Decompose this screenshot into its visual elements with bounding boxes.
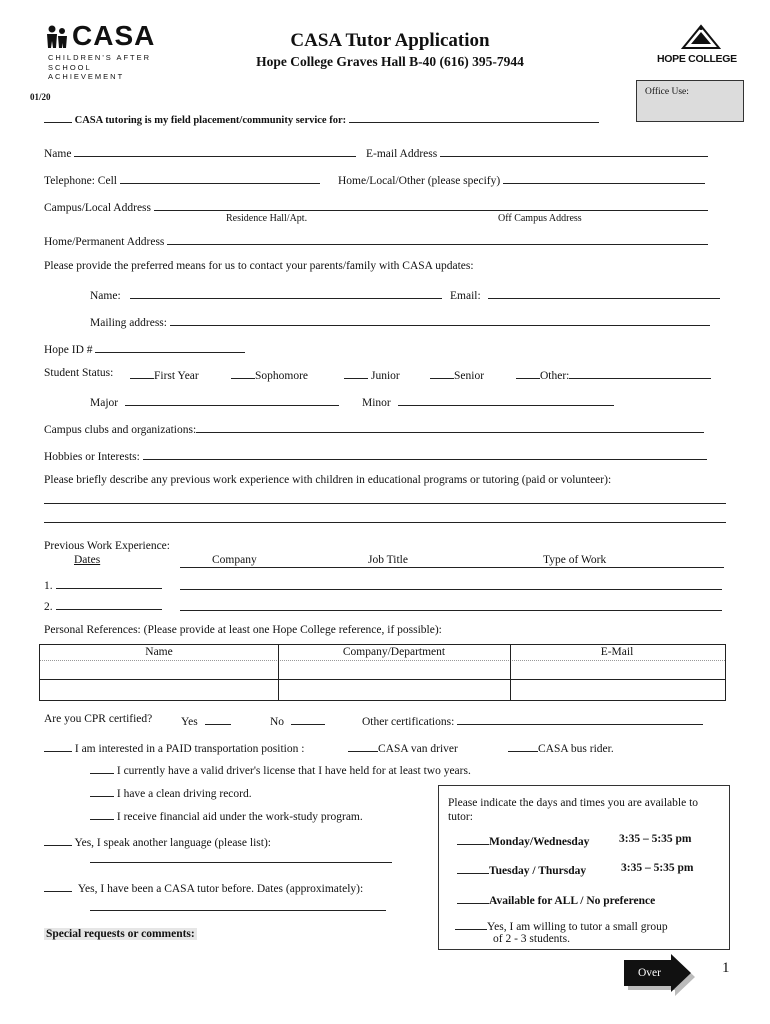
experience-input-line2[interactable] (44, 522, 726, 523)
parent-name-input[interactable] (130, 287, 442, 299)
work-row-1 (44, 577, 162, 592)
ref-col-name: Name (145, 646, 173, 658)
hope-college-logo (655, 22, 747, 67)
cell-label: Telephone: Cell (44, 175, 117, 187)
sophomore-label: Sophomore (255, 370, 309, 382)
other-certs-label: Other certifications: (362, 716, 455, 728)
status-sophomore[interactable] (231, 367, 308, 382)
col-company: Company (212, 554, 257, 566)
work-row-2-num: 2. (44, 601, 53, 613)
availability-box (438, 785, 730, 950)
work-study-check[interactable] (90, 808, 114, 820)
page-subtitle: Hope College Graves Hall B-40 (616) 395-7944 (256, 54, 524, 69)
work-row-1-dates-input[interactable] (56, 577, 162, 589)
availability-prompt-1: Please indicate the days and times you are available to (448, 797, 699, 809)
work-row-1-num: 1. (44, 580, 53, 592)
major-input[interactable] (125, 394, 339, 406)
cpr-no[interactable] (270, 713, 325, 728)
placement-check[interactable] (44, 111, 72, 123)
clean-record-check[interactable] (90, 785, 114, 797)
over-label: Over (638, 967, 661, 979)
parent-email-row (450, 287, 720, 302)
cell-row (44, 172, 320, 187)
clean-record-row (90, 785, 252, 800)
mw-time: 3:35 – 5:35 pm (619, 833, 692, 845)
residence-hall-hint: Residence Hall/Apt. (226, 213, 308, 224)
license-check[interactable] (90, 762, 114, 774)
status-junior[interactable] (344, 367, 400, 382)
prev-tutor-dates-input[interactable] (90, 910, 386, 911)
campus-address-label: Campus/Local Address (44, 202, 151, 214)
home-address-row (44, 233, 708, 248)
cpr-yes-input[interactable] (205, 713, 231, 725)
other-certs-row (362, 713, 703, 728)
name-row (44, 145, 356, 160)
all-check[interactable] (457, 892, 489, 904)
major-row (90, 394, 339, 409)
col-dates: Dates (74, 554, 101, 566)
page-number: 1 (722, 960, 730, 976)
tt-check[interactable] (457, 862, 489, 874)
home-address-input[interactable] (167, 233, 708, 245)
hope-anchor-icon (679, 22, 723, 52)
group-check[interactable] (455, 918, 487, 930)
cpr-no-label: No (270, 716, 285, 728)
tt-time: 3:35 – 5:35 pm (621, 862, 694, 874)
experience-input-line1[interactable] (44, 503, 726, 504)
work-row-1-details-input[interactable] (180, 589, 722, 590)
cpr-yes[interactable] (181, 713, 231, 728)
mailing-label: Mailing address: (90, 317, 167, 329)
references-header-dots (40, 660, 725, 665)
paid-transport-row (44, 740, 304, 755)
paid-transport-check[interactable] (44, 740, 72, 752)
casa-subtitle-line1: CHILDREN'S AFTER (48, 53, 152, 62)
campus-address-row (44, 199, 708, 214)
references-prompt: Personal References: (Please provide at least one Hope College reference, if possible): (44, 624, 442, 636)
group-label-1: Yes, I am willing to tutor a small group (487, 921, 668, 933)
prev-tutor-label: Yes, I have been a CASA tutor before. Dates (approximately): (77, 883, 364, 895)
contact-prompt: Please provide the preferred means for us to contact your parents/family with CASA updates: (44, 260, 474, 272)
email-row (366, 145, 708, 160)
over-arrow-button[interactable] (623, 954, 695, 999)
license-row (90, 762, 471, 777)
home-phone-label: Home/Local/Other (please specify) (338, 175, 501, 187)
student-status-label: Student Status: (44, 367, 114, 379)
casa-subtitle-line2: SCHOOL ACHIEVEMENT (48, 63, 125, 81)
off-campus-hint: Off Campus Address (498, 213, 582, 224)
mailing-input[interactable] (170, 314, 710, 326)
status-senior[interactable] (430, 367, 484, 382)
cpr-yes-label: Yes (181, 716, 198, 728)
junior-label: Junior (371, 370, 400, 382)
availability-all[interactable] (457, 892, 655, 907)
name-input[interactable] (74, 145, 356, 157)
mw-check[interactable] (457, 833, 489, 845)
major-label: Major (90, 397, 119, 409)
mailing-row (90, 314, 710, 329)
first-year-label: First Year (154, 370, 199, 382)
page-title: CASA Tutor Application (290, 30, 490, 51)
minor-label: Minor (362, 397, 391, 409)
all-label: Available for ALL / No preference (489, 895, 656, 907)
ref-email-input[interactable] (511, 680, 724, 699)
ref-company-input[interactable] (279, 680, 510, 699)
other-certs-input[interactable] (457, 713, 703, 725)
parent-email-input[interactable] (488, 287, 720, 299)
bus-rider-label: CASA bus rider. (538, 743, 614, 755)
clubs-label: Campus clubs and organizations: (44, 424, 197, 436)
clubs-row (44, 421, 704, 436)
other-label: Other: (540, 370, 570, 382)
minor-row (362, 394, 614, 409)
clubs-input[interactable] (196, 421, 704, 433)
hope-id-row (44, 341, 245, 356)
ref-name-input[interactable] (40, 680, 278, 699)
office-use-box (636, 80, 744, 122)
availability-prompt-2: tutor: (448, 811, 473, 823)
work-row-2 (44, 598, 162, 613)
language-input[interactable] (90, 862, 392, 863)
cell-input[interactable] (120, 172, 320, 184)
home-phone-input[interactable] (503, 172, 705, 184)
language-label: Yes, I speak another language (please list): (74, 837, 271, 849)
prev-work-label: Previous Work Experience: (44, 540, 170, 552)
hobbies-input[interactable] (143, 448, 707, 460)
hope-id-input[interactable] (95, 341, 245, 353)
name-label: Name (44, 148, 72, 160)
placement-input[interactable] (349, 111, 599, 123)
status-first-year[interactable] (130, 367, 199, 382)
paid-transport-label: I am interested in a PAID transportation position : (74, 743, 305, 755)
col-job-title: Job Title (368, 554, 408, 566)
email-input[interactable] (440, 145, 708, 157)
language-row (44, 834, 271, 849)
col-type-of-work: Type of Work (543, 554, 607, 566)
hope-wordmark: HOPE COLLEGE (657, 53, 737, 65)
language-check[interactable] (44, 834, 72, 846)
home-address-label: Home/Permanent Address (44, 236, 165, 248)
parent-email-label: Email: (450, 290, 481, 302)
experience-prompt: Please briefly describe any previous work experience with children in educational programs or tutoring (paid or volunteer): (44, 474, 612, 486)
prev-work-header-rule (180, 567, 724, 568)
cpr-label: Are you CPR certified? (44, 713, 153, 725)
availability-group[interactable] (455, 918, 668, 933)
placement-label: CASA tutoring is my field placement/community service for: (74, 115, 347, 126)
cpr-no-input[interactable] (291, 713, 325, 725)
other-status-input[interactable] (569, 367, 711, 379)
tt-days: Tuesday / Thursday (489, 865, 587, 877)
home-phone-row (338, 172, 705, 187)
office-use-label: Office Use: (645, 87, 689, 97)
hope-id-label: Hope ID # (44, 344, 93, 356)
prev-tutor-row (44, 880, 363, 895)
campus-address-input[interactable] (154, 199, 708, 211)
bus-rider-option[interactable] (508, 740, 614, 755)
van-driver-label: CASA van driver (378, 743, 458, 755)
ref-col-company: Company/Department (342, 646, 446, 658)
email-label: E-mail Address (366, 148, 438, 160)
group-label-2: of 2 - 3 students. (493, 933, 570, 945)
work-study-row (90, 808, 363, 823)
hobbies-row (44, 448, 707, 463)
senior-label: Senior (454, 370, 485, 382)
references-table (39, 644, 726, 701)
availability-tt[interactable] (457, 862, 586, 877)
status-other[interactable] (516, 367, 711, 382)
hobbies-label: Hobbies or Interests: (44, 451, 140, 463)
availability-mw[interactable] (457, 833, 589, 848)
parent-name-row (90, 287, 442, 302)
casa-wordmark: CASA (72, 20, 156, 51)
license-label: I currently have a valid driver's license that I have held for at least two years. (116, 765, 471, 777)
parent-name-label: Name: (90, 290, 121, 302)
placement-row (44, 111, 599, 126)
clean-record-label: I have a clean driving record. (116, 788, 252, 800)
work-row-2-details-input[interactable] (180, 610, 722, 611)
mw-days: Monday/Wednesday (489, 836, 590, 848)
form-date: 01/20 (30, 92, 51, 102)
minor-input[interactable] (398, 394, 614, 406)
work-study-label: I receive financial aid under the work-study program. (116, 811, 363, 823)
special-requests-label: Special requests or comments: (46, 928, 195, 940)
work-row-2-dates-input[interactable] (56, 598, 162, 610)
ref-col-email: E-Mail (600, 646, 634, 658)
van-driver-option[interactable] (348, 740, 458, 755)
prev-tutor-check[interactable] (44, 880, 72, 892)
